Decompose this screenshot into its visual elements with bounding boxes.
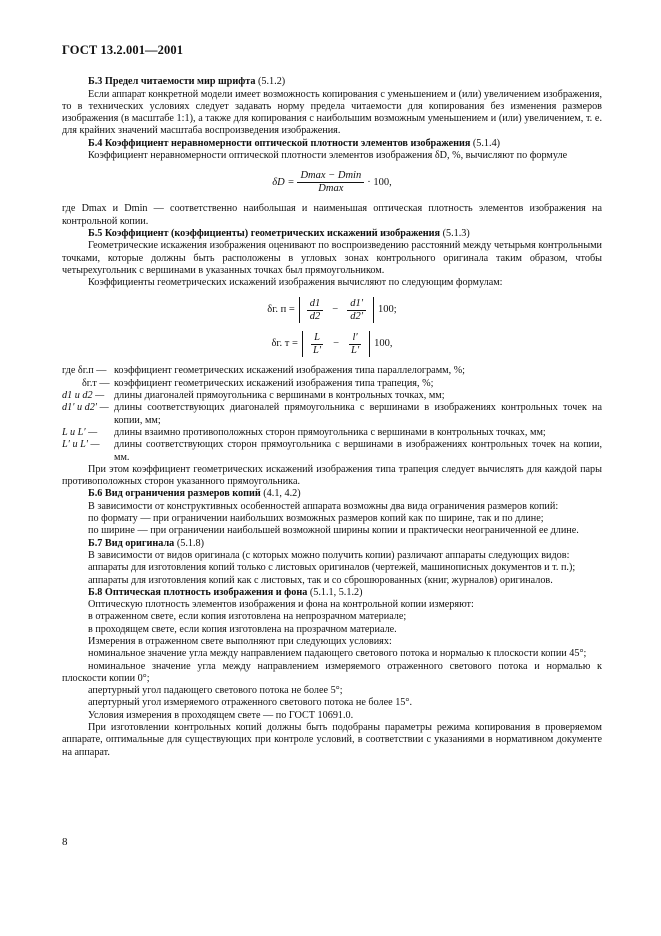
eq2-frac1 [310, 332, 324, 357]
section-b3-ref: (5.1.2) [258, 76, 286, 88]
definition-symbol: d1 и d2 — [62, 390, 105, 402]
section-b8-line: Измерения в отраженном свете выполняют при следующих условиях: [88, 635, 392, 647]
section-b7-ref: (5.1.8) [176, 537, 204, 549]
section-b4-heading [62, 138, 602, 150]
section-b3-title: Б.3 Предел читаемости мир шрифта [88, 76, 256, 88]
definition-text: коэффициент геометрических искажений изображения типа трапеция, %; [114, 377, 434, 389]
section-b6-heading [62, 488, 602, 500]
section-b8-line: номинальное значение угла между направлением измеряемого отраженного светового потока и нормалью к плоскости копии 0°; [62, 660, 602, 684]
definition-item [62, 439, 602, 464]
definition-text: длины взаимно противоположных сторон прямоугольника с вершинами в контрольных точках, мм; [114, 426, 546, 438]
section-b5-text1: Геометрические искажения изображения оценивают по воспроизведению расстояний между четырьмя контрольными точками, которые должны быть расположены в угловых зонах контрольного оригинала таким образом, чтобы четырехугольник с вершинами в указанных точках был прямоугольником. [62, 240, 602, 276]
section-b7-text3: аппараты для изготовления копий как с листовых, так и со сброшюрованных (книг, журналов) оригиналов. [88, 574, 553, 586]
page-number: 8 [62, 836, 68, 848]
section-b8-line: Оптическую плотность элементов изображения и фона на контрольной копии измеряют: [88, 599, 474, 611]
definition-item [62, 378, 602, 390]
abs-bar-left [302, 331, 303, 357]
section-b4-text: Коэффициент неравномерности оптической плотности элементов изображения δD, %, вычисляют по формуле [88, 150, 568, 162]
eq2-frac2 [348, 332, 362, 357]
eq2-minus: − [333, 338, 339, 350]
definition-text: длины диагоналей прямоугольника с вершинами в контрольных точках, мм; [114, 390, 445, 402]
definition-symbol: δг.т — [82, 377, 110, 389]
formula-lhs: δD = [272, 176, 295, 188]
eq1-minus: − [332, 304, 339, 316]
abs-bar-right [369, 331, 370, 357]
section-b5-title: Б.5 Коэффициент (коэффициенты) геометрических искажений изображения [88, 227, 441, 239]
definition-symbol: d1′ и d2′ — [62, 402, 109, 414]
formula-fraction [297, 170, 364, 195]
formula-delta-d [62, 170, 602, 195]
section-b5-heading [62, 228, 602, 240]
section-b3-text: Если аппарат конкретной модели имеет возможность копирования с уменьшением и (или) увеличением изображения, то в технических условиях следует задавать норму предела читаемости для копирования без изменения размеров изображения (в масштабе 1:1), а также для копирования с наибольшим возможным уменьшением и (или) увеличением, т. е. для крайних значений масштаба воспроизведения изображения. [62, 88, 602, 137]
eq1-lhs: δг. п = [267, 304, 295, 316]
section-b5-ref: (5.1.3) [442, 227, 470, 239]
section-b8-ref: (5.1.1, 5.1.2) [309, 586, 363, 598]
eq1-num1: d1 [307, 298, 324, 311]
section-b6-text3: по ширине — при ограничении наибольшей возможной ширины копии и практически неограниченной ее длине. [88, 525, 579, 537]
section-b8-line: апертурный угол измеряемого отраженного светового потока не более 15°. [88, 697, 413, 709]
eq2-num1: L [311, 332, 323, 345]
eq1-num2: d1′ [347, 298, 366, 311]
definition-item [62, 402, 602, 427]
eq1-frac1 [307, 298, 324, 323]
section-b5-text2: Коэффициенты геометрических искажений изображения вычисляют по следующим формулам: [88, 277, 503, 289]
section-b6-text2: по формату — при ограничении наибольших возможных размеров копий как по ширине, так и по длине; [88, 513, 544, 525]
section-b7-title: Б.7 Вид оригинала [88, 537, 175, 549]
section-b8-title: Б.8 Оптическая плотность изображения и фона [88, 586, 308, 598]
definition-symbol: L′ и L′ — [62, 439, 100, 451]
eq1-den2: d2′ [350, 310, 364, 322]
section-b8-line: Условия измерения в проходящем свете — по ГОСТ 10691.0. [88, 709, 354, 721]
abs-bar-left [299, 297, 300, 323]
eq2-num2: l′ [349, 332, 360, 345]
formula-parallelogram [62, 297, 602, 323]
section-b8-line: в отраженном свете, если копия изготовлена на непрозрачном материале; [88, 611, 407, 623]
section-b8-line: При изготовлении контрольных копий должны быть подобраны параметры режима копирования в проверяемом аппарате, оптимальные для существующих при контроле условий, в соответствии с указаниями в нормативном документе на аппарат. [62, 722, 602, 758]
section-b4-ref: (5.1.4) [472, 137, 501, 149]
section-b8-line: апертурный угол падающего светового потока не более 5°; [88, 685, 343, 697]
eq2-den2: L′ [351, 344, 360, 356]
section-b7-text2: аппараты для изготовления копий только с листовых оригиналов (чертежей, машинописных документов и т. п.); [88, 562, 576, 574]
document-page [62, 44, 602, 759]
eq1-rhs: 100; [378, 304, 397, 316]
definitions-list [62, 365, 602, 463]
abs-bar-right [373, 297, 374, 323]
definition-item [62, 390, 602, 402]
section-b7-heading [62, 538, 602, 550]
section-b7-text1: В зависимости от видов оригинала (с которых можно получить копии) различают аппараты следующих видов: [88, 549, 570, 561]
definition-symbol: L и L′ — [62, 426, 98, 438]
definition-text: длины соответствующих диагоналей прямоугольника с вершинами в изображениях контрольных точек на копии, мм; [114, 402, 602, 426]
section-b6-title: Б.6 Вид ограничения размеров копий [88, 488, 261, 500]
eq1-frac2 [347, 298, 366, 323]
section-b6-ref: (4.1, 4.2) [263, 488, 301, 500]
section-b8-heading [62, 587, 602, 599]
definition-text: длины соответствующих сторон прямоугольника с вершинами в изображениях контрольных точек на копии, мм. [114, 439, 602, 463]
formula-denominator: Dmax [318, 183, 344, 195]
definition-text: коэффициент геометрических искажений изображения типа параллелограмм, %; [114, 365, 466, 377]
section-b6-text1: В зависимости от конструктивных особенностей аппарата возможны два вида ограничения размеров копий: [88, 500, 559, 512]
section-b8-line: номинальное значение угла между направлением падающего светового потока и нормалью к плоскости копии 45°; [88, 648, 587, 660]
formula-numerator: Dmax − Dmin [297, 170, 364, 183]
section-b4-title: Б.4 Коэффициент неравномерности оптической плотности элементов изображения [88, 137, 471, 149]
formula-rhs: · 100, [367, 176, 392, 188]
section-b3-heading [62, 76, 602, 88]
eq2-den1: L′ [312, 344, 322, 356]
section-b4-where: где Dmax и Dmin — соответственно наибольшая и наименьшая оптическая плотность элементов изображения на контрольной копии. [62, 203, 602, 227]
definition-item [62, 365, 602, 377]
definition-symbol: где δг.п — [62, 365, 107, 377]
section-b5-text3: При этом коэффициент геометрических искажений изображения типа трапеция следует вычислять для каждой пары противоположных сторон указанного прямоугольника. [62, 463, 602, 488]
eq2-rhs: 100, [374, 338, 393, 350]
formula-trapezoid [62, 331, 602, 357]
section-b8-line: в проходящем свете, если копия изготовлена на прозрачном материале. [88, 623, 397, 635]
eq2-lhs: δг. т = [271, 338, 298, 350]
definition-item [62, 427, 602, 439]
eq1-den1: d2 [309, 310, 321, 322]
document-header: ГОСТ 13.2.001—2001 [62, 43, 184, 57]
